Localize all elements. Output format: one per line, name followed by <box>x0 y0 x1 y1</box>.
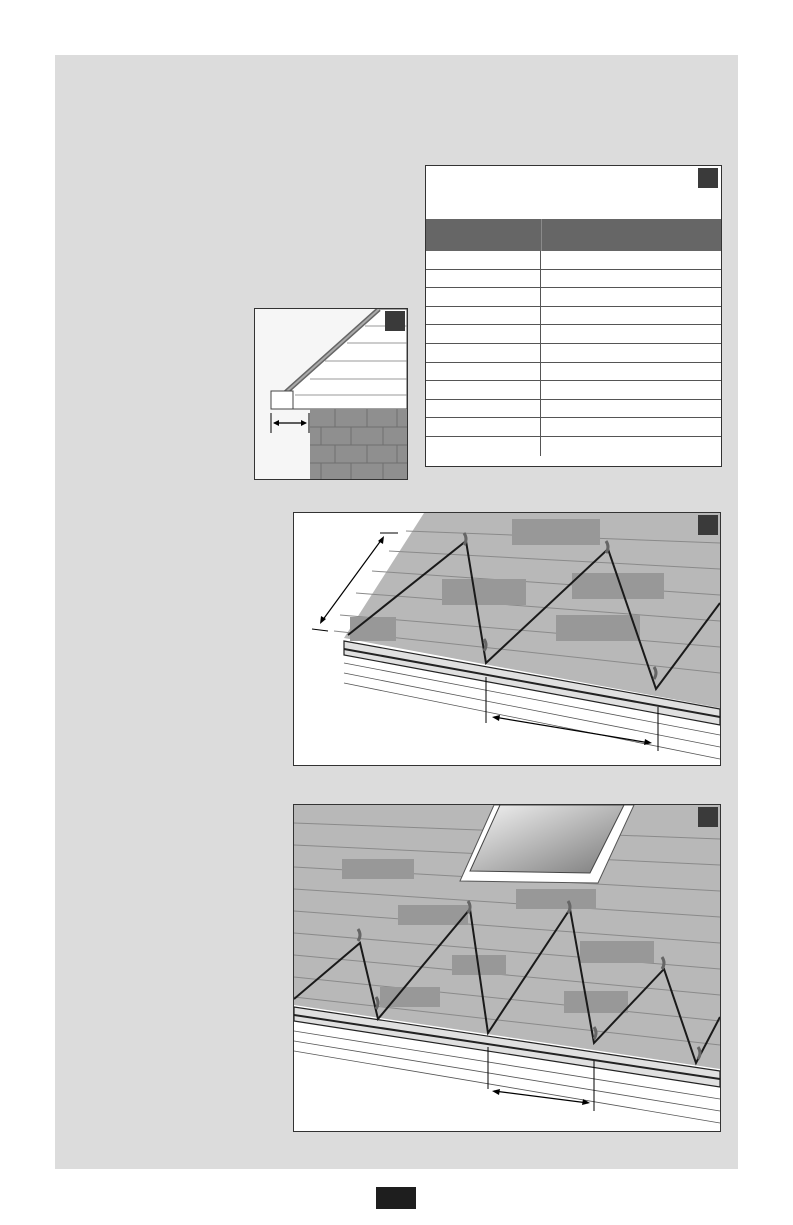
page-number-tab <box>376 1187 416 1209</box>
table-cell <box>426 307 541 325</box>
table-title <box>426 166 721 219</box>
table-badge-icon <box>698 168 718 188</box>
table-cell <box>426 418 541 436</box>
table-row <box>426 288 721 307</box>
table-row <box>426 307 721 326</box>
table-header-divider <box>541 219 542 251</box>
table-row <box>426 325 721 344</box>
zigzag-badge-icon <box>698 515 718 535</box>
table-row <box>426 418 721 437</box>
table-row <box>426 400 721 419</box>
table-cell <box>541 307 721 325</box>
table-cell <box>426 251 541 269</box>
table-cell <box>426 325 541 343</box>
table-cell <box>426 400 541 418</box>
skylight-figure <box>293 804 721 1132</box>
spacing-table <box>425 165 722 467</box>
skylight-drawing <box>294 805 720 1131</box>
table-body <box>426 251 721 456</box>
table-row <box>426 381 721 400</box>
zigzag-figure <box>293 512 721 766</box>
table-cell <box>541 344 721 362</box>
table-cell <box>426 270 541 288</box>
table-cell <box>426 288 541 306</box>
table-row <box>426 437 721 456</box>
table-header <box>426 219 721 251</box>
overhang-badge-icon <box>385 311 405 331</box>
table-cell <box>426 381 541 399</box>
table-row <box>426 251 721 270</box>
table-cell <box>541 288 721 306</box>
table-cell <box>426 437 541 456</box>
overhang-figure <box>254 308 408 480</box>
table-cell <box>541 381 721 399</box>
table-cell <box>541 325 721 343</box>
table-cell <box>541 437 721 456</box>
overhang-drawing <box>255 309 407 479</box>
table-cell <box>541 363 721 381</box>
table-cell <box>541 400 721 418</box>
table-cell <box>541 270 721 288</box>
table-cell <box>541 418 721 436</box>
skylight-badge-icon <box>698 807 718 827</box>
table-row <box>426 363 721 382</box>
table-cell <box>426 344 541 362</box>
table-row <box>426 270 721 289</box>
table-cell <box>541 251 721 269</box>
table-row <box>426 344 721 363</box>
table-cell <box>426 363 541 381</box>
zigzag-drawing <box>294 513 720 765</box>
